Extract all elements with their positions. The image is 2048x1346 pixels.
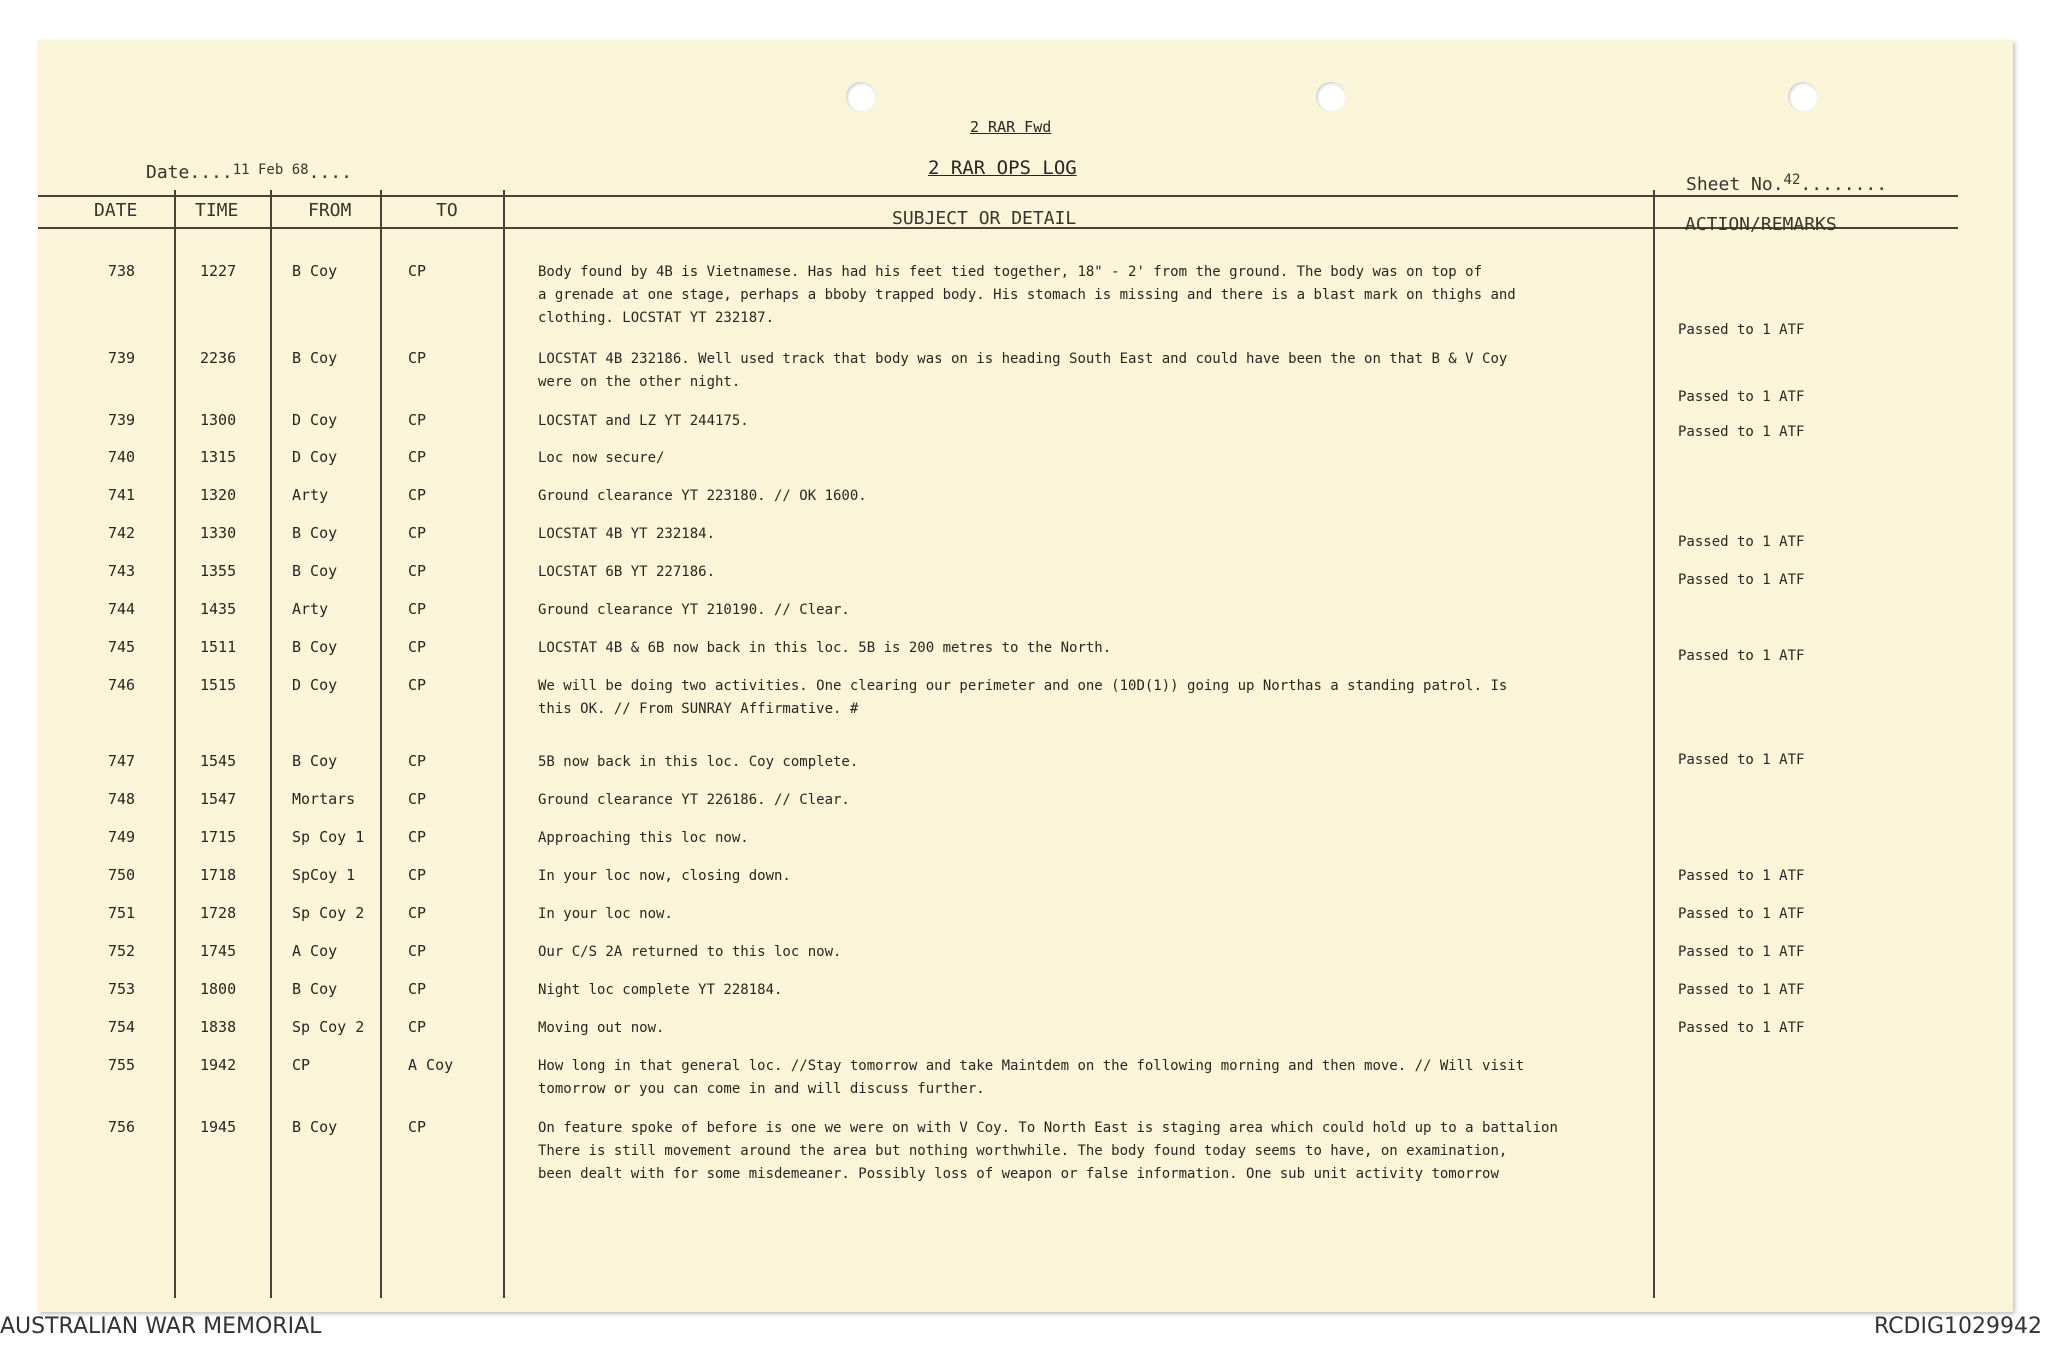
footer-right: RCDIG1029942: [1873, 1314, 2042, 1339]
cell-date: 747: [108, 752, 136, 770]
cell-date: 748: [108, 790, 136, 808]
cell-subject-line: Our C/S 2A returned to this loc now.: [538, 944, 842, 960]
cell-subject-line: Approaching this loc now.: [538, 830, 749, 846]
cell-from: Sp Coy 2: [292, 1018, 365, 1036]
cell-date: 753: [108, 980, 136, 998]
cell-time: 1330: [200, 524, 237, 542]
col-header-time: TIME: [195, 200, 239, 221]
cell-to: CP: [408, 1018, 427, 1036]
cell-action: Passed to 1 ATF: [1678, 906, 1805, 922]
cell-subject-line: In your loc now.: [538, 906, 673, 922]
cell-time: 1545: [200, 752, 237, 770]
unit-heading: 2 RAR Fwd: [970, 118, 1052, 136]
cell-action: Passed to 1 ATF: [1678, 944, 1805, 960]
cell-to: CP: [408, 411, 427, 429]
cell-action: Passed to 1 ATF: [1678, 648, 1805, 664]
date-value: 11 Feb 68: [232, 162, 309, 178]
cell-from: B Coy: [292, 524, 338, 542]
col-header-action: ACTION/REMARKS: [1685, 214, 1837, 235]
cell-date: 741: [108, 486, 136, 504]
cell-date: 740: [108, 448, 136, 466]
col-header-to: TO: [436, 200, 458, 221]
date-label: Date: [146, 162, 190, 183]
header-top-rule: [38, 195, 1958, 197]
cell-date: 739: [108, 411, 136, 429]
cell-time: 1715: [200, 828, 237, 846]
cell-to: CP: [408, 1118, 427, 1136]
cell-from: A Coy: [292, 942, 338, 960]
cell-from: B Coy: [292, 752, 338, 770]
cell-from: B Coy: [292, 262, 338, 280]
cell-action: Passed to 1 ATF: [1678, 534, 1805, 550]
cell-from: Arty: [292, 600, 329, 618]
cell-subject-line: tomorrow or you can come in and will discuss further.: [538, 1081, 985, 1097]
cell-action: Passed to 1 ATF: [1678, 1020, 1805, 1036]
cell-from: D Coy: [292, 676, 338, 694]
column-divider-4: [503, 190, 505, 1298]
cell-action: Passed to 1 ATF: [1678, 424, 1805, 440]
cell-to: CP: [408, 349, 427, 367]
cell-subject-line: were on the other night.: [538, 374, 741, 390]
punch-hole-right: [1788, 82, 1818, 112]
cell-time: 1315: [200, 448, 237, 466]
cell-from: B Coy: [292, 349, 338, 367]
cell-time: 1515: [200, 676, 237, 694]
cell-time: 1355: [200, 562, 237, 580]
cell-time: 1718: [200, 866, 237, 884]
cell-subject-line: In your loc now, closing down.: [538, 868, 791, 884]
cell-to: CP: [408, 262, 427, 280]
cell-date: 745: [108, 638, 136, 656]
cell-date: 744: [108, 600, 136, 618]
cell-to: CP: [408, 942, 427, 960]
column-divider-5: [1653, 190, 1655, 1298]
cell-time: 1227: [200, 262, 237, 280]
cell-date: 739: [108, 349, 136, 367]
cell-subject-line: Body found by 4B is Vietnamese. Has had his feet tied together, 18" - 2' from the ground. The body was on top of: [538, 264, 1483, 280]
cell-date: 742: [108, 524, 136, 542]
cell-from: CP: [292, 1056, 311, 1074]
cell-subject-line: LOCSTAT 4B 232186. Well used track that body was on is heading South East and could have been the on that B & V Coy: [538, 351, 1508, 367]
col-header-subject: SUBJECT OR DETAIL: [892, 208, 1077, 229]
cell-subject-line: Moving out now.: [538, 1020, 665, 1036]
sheet-value: 42: [1783, 172, 1801, 188]
cell-time: 1838: [200, 1018, 237, 1036]
cell-from: Sp Coy 2: [292, 904, 365, 922]
punch-hole-left: [846, 82, 876, 112]
log-sheet: [38, 40, 2013, 1312]
cell-action: Passed to 1 ATF: [1678, 322, 1805, 338]
cell-subject-line: LOCSTAT 4B YT 232184.: [538, 526, 716, 542]
cell-from: B Coy: [292, 638, 338, 656]
col-header-date: DATE: [94, 200, 138, 221]
cell-subject-line: How long in that general loc. //Stay tomorrow and take Maintdem on the following morning and then move. // Will visit: [538, 1058, 1525, 1074]
cell-date: 738: [108, 262, 136, 280]
cell-subject-line: LOCSTAT 4B & 6B now back in this loc. 5B is 200 metres to the North.: [538, 640, 1112, 656]
cell-subject-line: Ground clearance YT 210190. // Clear.: [538, 602, 850, 618]
cell-to: A Coy: [408, 1056, 454, 1074]
date-field: Date....$^{11 Feb 68}$....: [146, 162, 352, 183]
cell-to: CP: [408, 866, 427, 884]
cell-subject-line: We will be doing two activities. One clearing our perimeter and one (10D(1)) going up Northas a standing patrol. Is: [538, 678, 1508, 694]
cell-action: Passed to 1 ATF: [1678, 389, 1805, 405]
cell-from: Sp Coy 1: [292, 828, 365, 846]
footer-left: AUSTRALIAN WAR MEMORIAL: [0, 1314, 322, 1339]
cell-subject-line: Ground clearance YT 226186. // Clear.: [538, 792, 850, 808]
column-divider-2: [270, 190, 272, 1298]
cell-time: 2236: [200, 349, 237, 367]
cell-from: Mortars: [292, 790, 356, 808]
cell-time: 1728: [200, 904, 237, 922]
cell-from: B Coy: [292, 562, 338, 580]
cell-time: 1745: [200, 942, 237, 960]
cell-to: CP: [408, 904, 427, 922]
cell-time: 1511: [200, 638, 237, 656]
cell-subject-line: Ground clearance YT 223180. // OK 1600.: [538, 488, 867, 504]
cell-time: 1547: [200, 790, 237, 808]
cell-subject-line: this OK. // From SUNRAY Affirmative. #: [538, 701, 859, 717]
cell-to: CP: [408, 752, 427, 770]
cell-from: SpCoy 1: [292, 866, 356, 884]
cell-subject-line: been dealt with for some misdemeaner. Possibly loss of weapon or false information. One sub unit activity tomorrow: [538, 1166, 1499, 1182]
cell-time: 1945: [200, 1118, 237, 1136]
sheet-label: Sheet No.: [1686, 174, 1784, 195]
cell-to: CP: [408, 828, 427, 846]
cell-time: 1435: [200, 600, 237, 618]
cell-time: 1800: [200, 980, 237, 998]
cell-from: B Coy: [292, 1118, 338, 1136]
column-divider-1: [174, 190, 176, 1298]
cell-from: D Coy: [292, 411, 338, 429]
cell-subject-line: Loc now secure/: [538, 450, 665, 466]
cell-action: Passed to 1 ATF: [1678, 982, 1805, 998]
cell-date: 752: [108, 942, 136, 960]
cell-action: Passed to 1 ATF: [1678, 868, 1805, 884]
cell-date: 746: [108, 676, 136, 694]
cell-date: 750: [108, 866, 136, 884]
cell-subject-line: clothing. LOCSTAT YT 232187.: [538, 310, 775, 326]
col-header-from: FROM: [308, 200, 352, 221]
cell-to: CP: [408, 600, 427, 618]
cell-subject-line: Night loc complete YT 228184.: [538, 982, 783, 998]
cell-time: 1320: [200, 486, 237, 504]
cell-subject-line: LOCSTAT and LZ YT 244175.: [538, 413, 749, 429]
log-title: 2 RAR OPS LOG: [928, 157, 1077, 179]
cell-subject-line: LOCSTAT 6B YT 227186.: [538, 564, 716, 580]
cell-date: 751: [108, 904, 136, 922]
cell-subject-line: 5B now back in this loc. Coy complete.: [538, 754, 859, 770]
cell-time: 1942: [200, 1056, 237, 1074]
cell-to: CP: [408, 676, 427, 694]
cell-to: CP: [408, 980, 427, 998]
cell-action: Passed to 1 ATF: [1678, 752, 1805, 768]
column-divider-3: [380, 190, 382, 1298]
cell-from: Arty: [292, 486, 329, 504]
sheet-number-field: Sheet No.$^{42}$........: [1686, 172, 1888, 195]
cell-date: 749: [108, 828, 136, 846]
cell-subject-line: There is still movement around the area but nothing worthwhile. The body found today seems to have, on examination,: [538, 1143, 1508, 1159]
cell-to: CP: [408, 562, 427, 580]
cell-to: CP: [408, 448, 427, 466]
punch-hole-middle: [1316, 82, 1346, 112]
cell-to: CP: [408, 486, 427, 504]
cell-to: CP: [408, 638, 427, 656]
cell-action: Passed to 1 ATF: [1678, 572, 1805, 588]
cell-subject-line: a grenade at one stage, perhaps a bboby trapped body. His stomach is missing and there is a blast mark on thighs and: [538, 287, 1516, 303]
cell-to: CP: [408, 790, 427, 808]
cell-subject-line: On feature spoke of before is one we were on with V Coy. To North East is staging area which could hold up to a battalion: [538, 1120, 1558, 1136]
cell-to: CP: [408, 524, 427, 542]
cell-time: 1300: [200, 411, 237, 429]
cell-from: D Coy: [292, 448, 338, 466]
cell-date: 743: [108, 562, 136, 580]
cell-date: 755: [108, 1056, 136, 1074]
cell-date: 756: [108, 1118, 136, 1136]
cell-from: B Coy: [292, 980, 338, 998]
cell-date: 754: [108, 1018, 136, 1036]
